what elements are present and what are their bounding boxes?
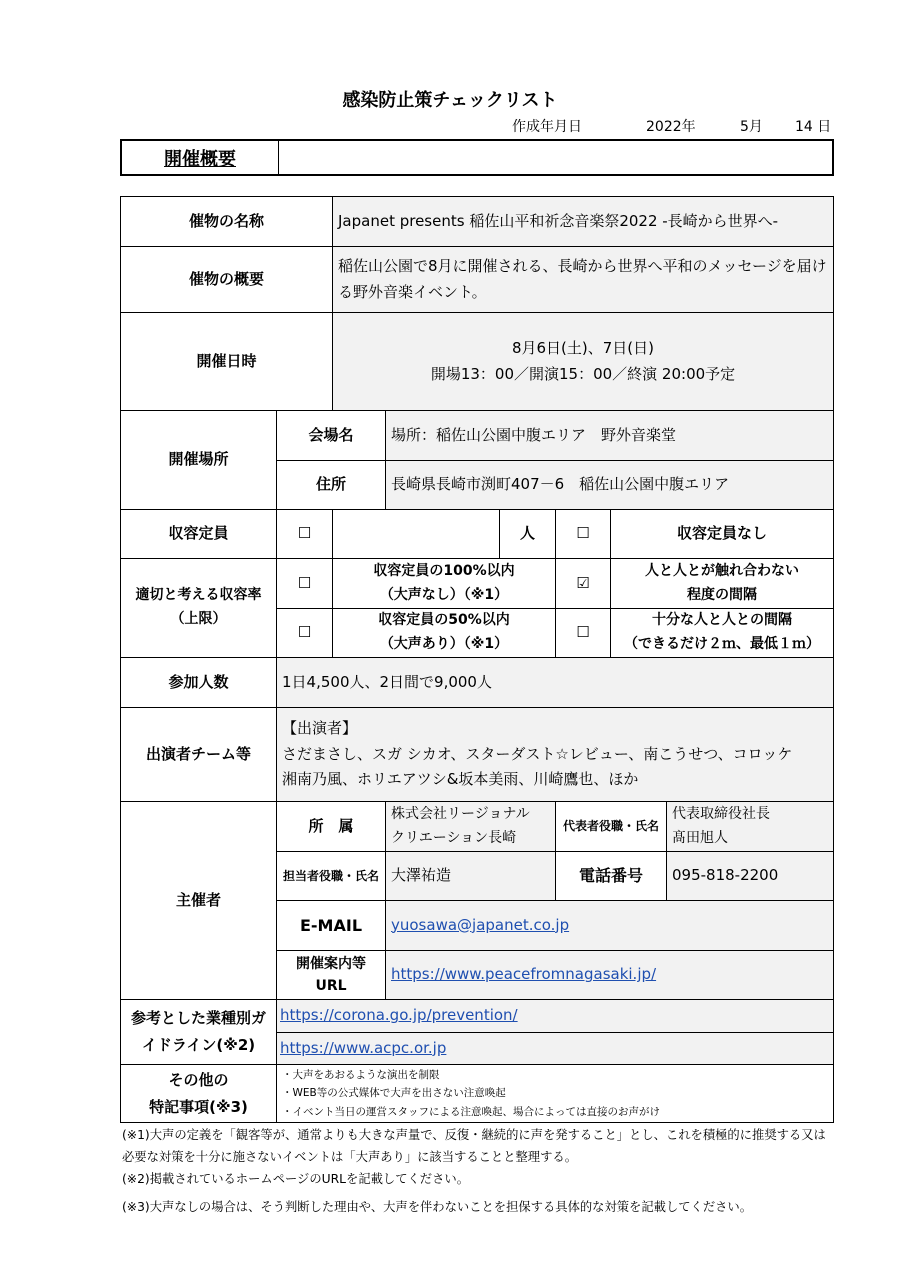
- event-url-link[interactable]: https://www.peacefromnagasaki.jp/: [391, 965, 657, 984]
- schedule-line2: 開場13：00／開演15：00／終演 20:00予定: [430, 364, 736, 383]
- created-day: 14 日: [795, 119, 832, 135]
- guideline-label-line2: イドライン(※2): [141, 1036, 256, 1054]
- representative-line1: 代表取締役社長: [672, 805, 770, 822]
- email-cell: [385, 900, 834, 951]
- rate-touch-line2: 程度の間隔: [687, 586, 757, 603]
- rate-50-option: [332, 608, 556, 658]
- representative-value: [666, 801, 834, 852]
- representative-label: 代表者役職・氏名: [555, 801, 667, 852]
- footnote-1-line2: 必要な対策を十分に施さないイベントは「大声あり」に該当することと整理する。: [122, 1149, 577, 1164]
- rate-touch-checkbox[interactable]: ☑: [555, 558, 611, 609]
- other-notes-label-line1: その他の: [168, 1071, 229, 1090]
- venue-label: 開催場所: [120, 410, 277, 510]
- rate-touch-line1: 人と人とが触れ合わない: [645, 562, 799, 579]
- rate-50-checkbox[interactable]: ☐: [276, 608, 333, 658]
- affiliation-label: 所 属: [276, 801, 386, 852]
- event-name-label: 催物の名称: [120, 196, 333, 247]
- organizer-label: 主催者: [120, 801, 277, 1000]
- performers-line3: 湘南乃風、ホリエアツシ&坂本美雨、川崎鷹也、ほか: [282, 770, 639, 789]
- footnote-3: (※3)大声なしの場合は、そう判断した理由や、大声を伴わないことを担保する具体的な対策を記載してください。: [122, 1200, 753, 1214]
- guideline-label-line1: 参考とした業種別ガ: [130, 1009, 266, 1027]
- other-note-item-2: ・WEB等の公式媒体で大声を出さない注意喚起: [282, 1087, 506, 1100]
- capacity-unit: 人: [499, 509, 556, 559]
- participants-value: 1日4,500人、2日間で9,000人: [276, 657, 834, 708]
- venue-address-value: 長崎県長崎市渕町407－6 稲佐山公園中腹エリア: [385, 460, 834, 510]
- event-summary-line2: る野外音楽イベント。: [338, 282, 487, 301]
- email-link[interactable]: yuosawa@japanet.co.jp: [391, 915, 570, 934]
- participants-label: 参加人数: [120, 657, 277, 708]
- rate-50-line2: （大声あり）（※1）: [379, 636, 509, 652]
- affiliation-line2: クリエーション長崎: [391, 829, 517, 846]
- capacity-rate-label: [120, 558, 277, 658]
- affiliation-value: [385, 801, 556, 852]
- guideline-label: [120, 999, 277, 1065]
- guideline-link1-cell: [276, 999, 834, 1033]
- capacity-checkbox[interactable]: ☐: [276, 509, 333, 559]
- event-summary-label: 催物の概要: [120, 246, 333, 313]
- overview-header: [120, 139, 834, 176]
- contact-person-label: 担当者役職・氏名: [276, 851, 386, 901]
- footnote-2: (※2)掲載されているホームページのURLを記載してください。: [122, 1172, 469, 1186]
- rate-100-option: [332, 558, 556, 609]
- event-summary-line1: 稲佐山公園で8月に開催される、長崎から世界へ平和のメッセージを届け: [338, 257, 827, 275]
- created-month: 5月: [740, 119, 763, 135]
- no-capacity-label: 収容定員なし: [610, 509, 834, 559]
- rate-distance-line2: （できるだけ２ｍ、最低１ｍ）: [624, 636, 820, 652]
- event-url-label: [276, 950, 386, 1000]
- rate-distance-line1: 十分な人と人との間隔: [652, 612, 792, 629]
- schedule-line1: 8月6日(土)、7日(日): [511, 339, 655, 357]
- capacity-label: 収容定員: [120, 509, 277, 559]
- guideline-link-2[interactable]: https://www.acpc.or.jp: [280, 1038, 447, 1057]
- event-url-label-line2: URL: [315, 978, 347, 994]
- other-note-item-1: ・大声をあおるような演出を制限: [282, 1068, 440, 1081]
- venue-name-value: 場所：稲佐山公園中腹エリア 野外音楽堂: [385, 410, 834, 461]
- event-summary-value: [332, 246, 834, 313]
- schedule-value: [332, 312, 834, 411]
- venue-name-label: 会場名: [276, 410, 386, 461]
- performers-label: 出演者チーム等: [120, 707, 277, 802]
- guideline-link2-cell: [276, 1032, 834, 1065]
- event-name-value: Japanet presents 稲佐山平和祈念音楽祭2022 -長崎から世界へ-: [332, 196, 834, 247]
- overview-empty-field[interactable]: [279, 141, 832, 174]
- guideline-link-1[interactable]: https://corona.go.jp/prevention/: [280, 1006, 518, 1025]
- overview-label: 開催概要: [122, 141, 279, 174]
- phone-value: 095-818-2200: [666, 851, 834, 901]
- capacity-rate-label-line2: （上限）: [170, 611, 227, 627]
- email-label: E-MAIL: [276, 900, 386, 951]
- schedule-label: 開催日時: [120, 312, 333, 411]
- performers-line1: 【出演者】: [282, 719, 358, 738]
- created-year: 2022年: [646, 119, 696, 135]
- other-note-item-3: ・イベント当日の運営スタッフによる注意喚起、場合によっては直接のお声がけ: [282, 1105, 660, 1118]
- rate-100-checkbox[interactable]: ☐: [276, 558, 333, 609]
- affiliation-line1: 株式会社リージョナル: [391, 805, 530, 822]
- event-url-label-line1: 開催案内等: [296, 955, 366, 972]
- rate-distance-checkbox[interactable]: ☐: [555, 608, 611, 658]
- phone-label: 電話番号: [555, 851, 667, 901]
- footnote-1-line1: (※1)大声の定義を「観客等が、通常よりも大きな声量で、反復・継続的に声を発すること」とし、これを積極的に推奨する又は: [122, 1128, 826, 1142]
- page-title: 感染防止策チェックリスト: [342, 90, 558, 111]
- other-notes-label-line2: 特記事項(※3): [149, 1097, 248, 1116]
- representative-line2: 髙田旭人: [672, 829, 728, 846]
- capacity-input[interactable]: [332, 509, 500, 559]
- event-url-cell: [385, 950, 834, 1000]
- other-notes-value: [276, 1064, 834, 1123]
- performers-value: [276, 707, 834, 802]
- rate-touch-option: [610, 558, 834, 609]
- rate-100-line2: （大声なし）（※1）: [379, 586, 509, 603]
- other-notes-label: [120, 1064, 277, 1123]
- footnote-1: [122, 1125, 838, 1168]
- rate-50-line1: 収容定員の50%以内: [378, 612, 510, 629]
- contact-person-value: 大澤祐造: [385, 851, 556, 901]
- no-capacity-checkbox[interactable]: ☐: [555, 509, 611, 559]
- venue-address-label: 住所: [276, 460, 386, 510]
- rate-distance-option: [610, 608, 834, 658]
- performers-line2: さだまさし、スガ シカオ、スターダスト☆レビュー、南こうせつ、コロッケ: [282, 744, 793, 763]
- rate-100-line1: 収容定員の100%以内: [373, 562, 515, 579]
- capacity-rate-label-line1: 適切と考える収容率: [135, 587, 262, 604]
- created-label: 作成年月日: [512, 119, 582, 135]
